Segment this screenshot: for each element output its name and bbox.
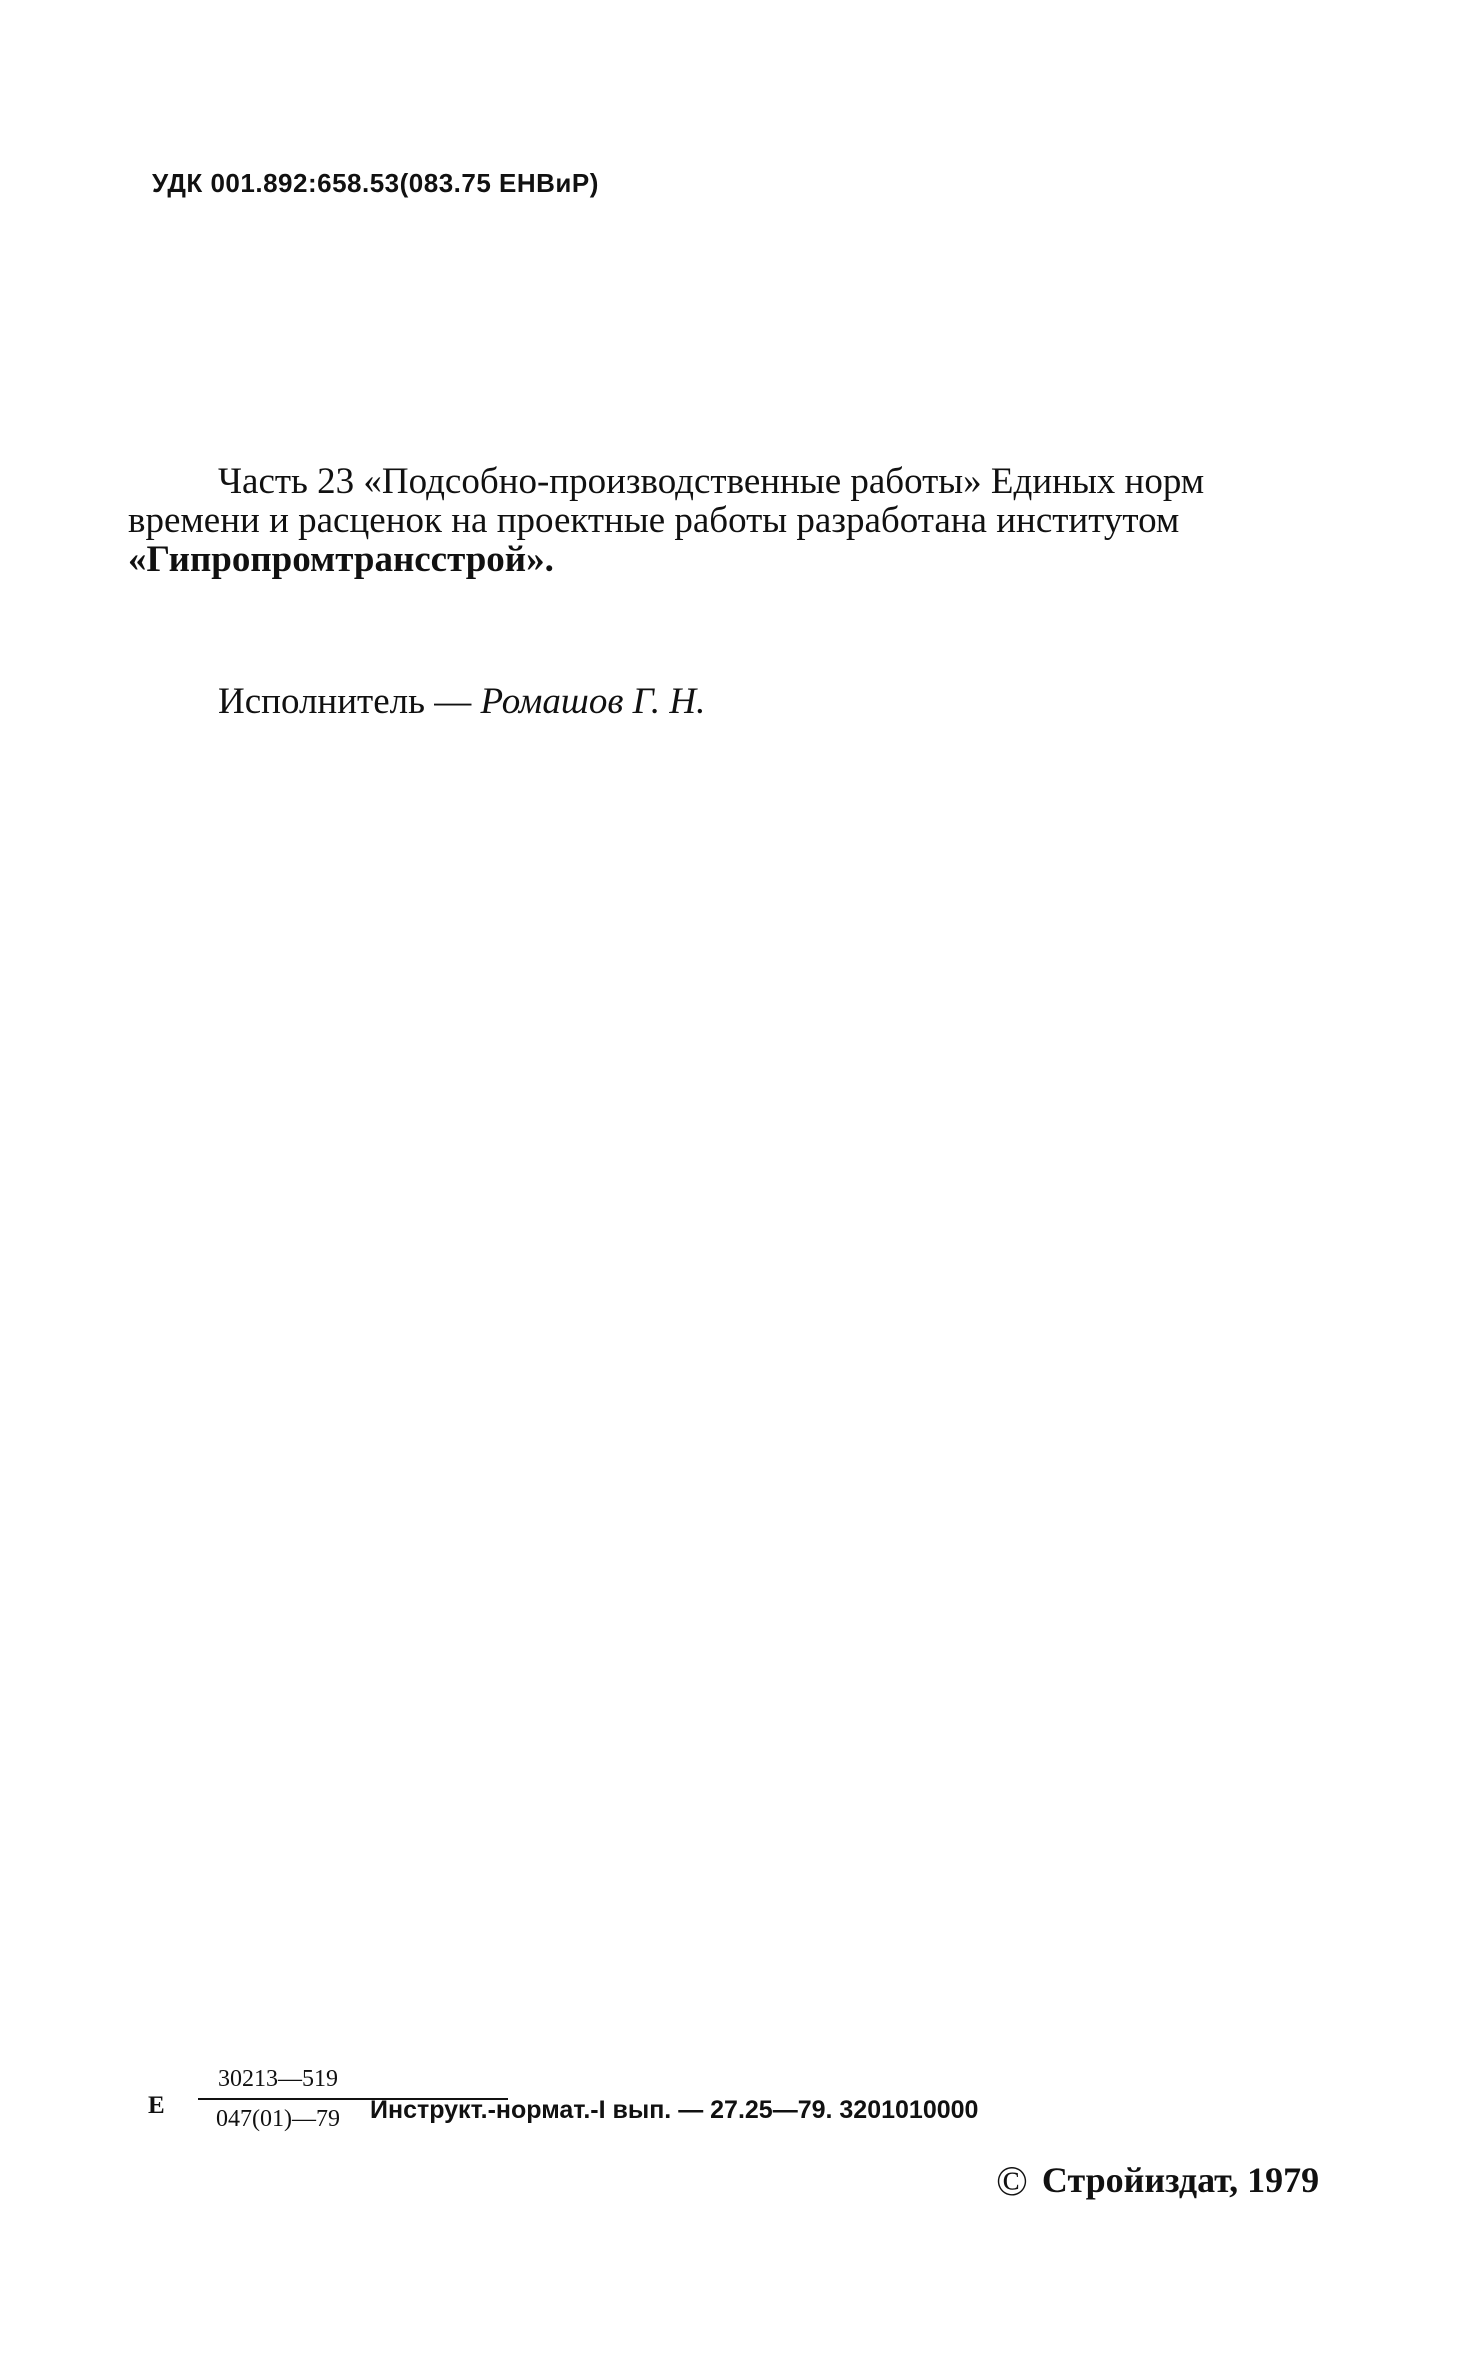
imprint-denominator: 047(01)—79 — [216, 2106, 340, 2132]
credits-line-1: Часть 23 «Подсобно-производственные работы» Единых норм — [218, 461, 1205, 502]
credits-line-2: времени и расценок на проектные работы разработана институтом — [128, 500, 1180, 541]
performer-name: Ромашов Г. Н. — [480, 681, 706, 722]
udc-code: УДК 001.892:658.53(083.75 ЕНВиР) — [152, 168, 599, 198]
imprint-series: Инструкт.-нормат.-I вып. — 27.25—79. 3201010000 — [370, 2096, 979, 2124]
credits-line-3: «Гипропромтрансстрой». — [128, 539, 554, 580]
performer-line — [218, 680, 705, 723]
copyright-text: Стройиздат, 1979 — [1041, 2160, 1320, 2200]
copyright-icon: © — [996, 2159, 1028, 2205]
performer-label: Исполнитель — — [218, 681, 481, 722]
copyright-line — [996, 2158, 1319, 2206]
imprint-numerator: 30213—519 — [218, 2066, 338, 2092]
imprint-letter: Е — [148, 2092, 165, 2119]
credits-paragraph — [128, 462, 1346, 579]
imprint-block — [148, 2040, 1148, 2130]
